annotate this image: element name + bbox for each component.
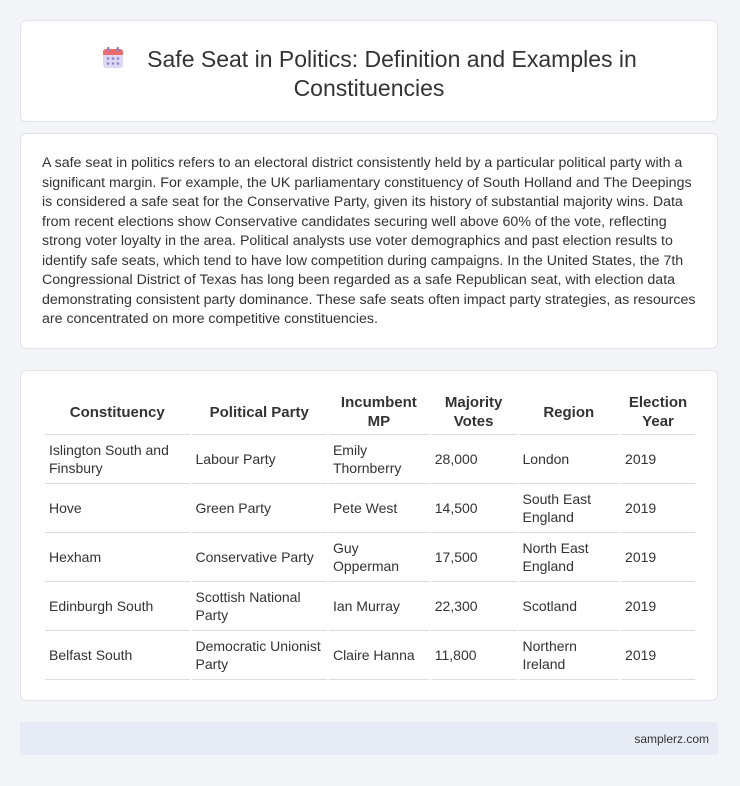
table-cell: Hexham [45, 533, 190, 582]
table-row [45, 533, 695, 582]
table-cell: Green Party [192, 484, 327, 533]
footer-bar [20, 722, 718, 755]
intro-card [20, 133, 718, 349]
table-cell: South East England [519, 484, 620, 533]
title-card [20, 20, 718, 122]
table-cell: London [519, 435, 620, 484]
table-cell: Claire Hanna [329, 631, 429, 680]
table-cell: 28,000 [431, 435, 517, 484]
table-cell: Islington South and Finsbury [45, 435, 190, 484]
table-header-row [45, 390, 695, 435]
table-cell: Guy Opperman [329, 533, 429, 582]
table-cell: Conservative Party [192, 533, 327, 582]
table-row [45, 484, 695, 533]
table-row [45, 582, 695, 631]
table-row [45, 435, 695, 484]
title-line-2: Constituencies [293, 75, 445, 101]
table-cell: Ian Murray [329, 582, 429, 631]
table-cell: 17,500 [431, 533, 517, 582]
table-cell: Labour Party [192, 435, 327, 484]
table-cell: Northern Ireland [519, 631, 620, 680]
column-header: Election Year [621, 390, 695, 435]
intro-paragraph: A safe seat in politics refers to an electoral district consistently held by a particular political party with a significant margin. For example, the UK parliamentary constituency of South Holland and The Deepings is considered a safe seat for the Conservative Party, given its history of substantial majority wins. Data from recent elections show Conservative candidates securing well above 60% of the vote, reflecting strong voter loyalty in the area. Political analysts use voter demographics and past election results to identify safe seats, which tend to have low competition during campaigns. In the United States, the 7th Congressional District of Texas has long been regarded as a safe Republican seat, with election data demonstrating consistent party dominance. These safe seats often impact party strategies, as resources are concentrated on more competitive constituencies. [42, 155, 696, 327]
page-title [21, 45, 717, 103]
table-cell: 2019 [621, 435, 695, 484]
title-line-1: Safe Seat in Politics: Definition and Examples in [147, 46, 637, 72]
table-row [45, 631, 695, 680]
table-card [20, 370, 718, 701]
column-header: Majority Votes [431, 390, 517, 435]
table-cell: Edinburgh South [45, 582, 190, 631]
table-cell: Emily Thornberry [329, 435, 429, 484]
column-header: Constituency [45, 390, 190, 435]
table-cell: Scottish National Party [192, 582, 327, 631]
table-cell: 2019 [621, 582, 695, 631]
table-cell: Scotland [519, 582, 620, 631]
footer-site-link[interactable]: samplerz.com [634, 732, 709, 746]
column-header: Political Party [192, 390, 327, 435]
seats-table [43, 390, 697, 680]
table-cell: 22,300 [431, 582, 517, 631]
calendar-icon [101, 46, 125, 70]
table-cell: Pete West [329, 484, 429, 533]
table-cell: North East England [519, 533, 620, 582]
column-header: Incumbent MP [329, 390, 429, 435]
table-cell: 11,800 [431, 631, 517, 680]
table-cell: Hove [45, 484, 190, 533]
column-header: Region [519, 390, 620, 435]
table-cell: 2019 [621, 484, 695, 533]
table-cell: Democratic Unionist Party [192, 631, 327, 680]
table-cell: 2019 [621, 631, 695, 680]
table-cell: Belfast South [45, 631, 190, 680]
table-cell: 14,500 [431, 484, 517, 533]
table-cell: 2019 [621, 533, 695, 582]
